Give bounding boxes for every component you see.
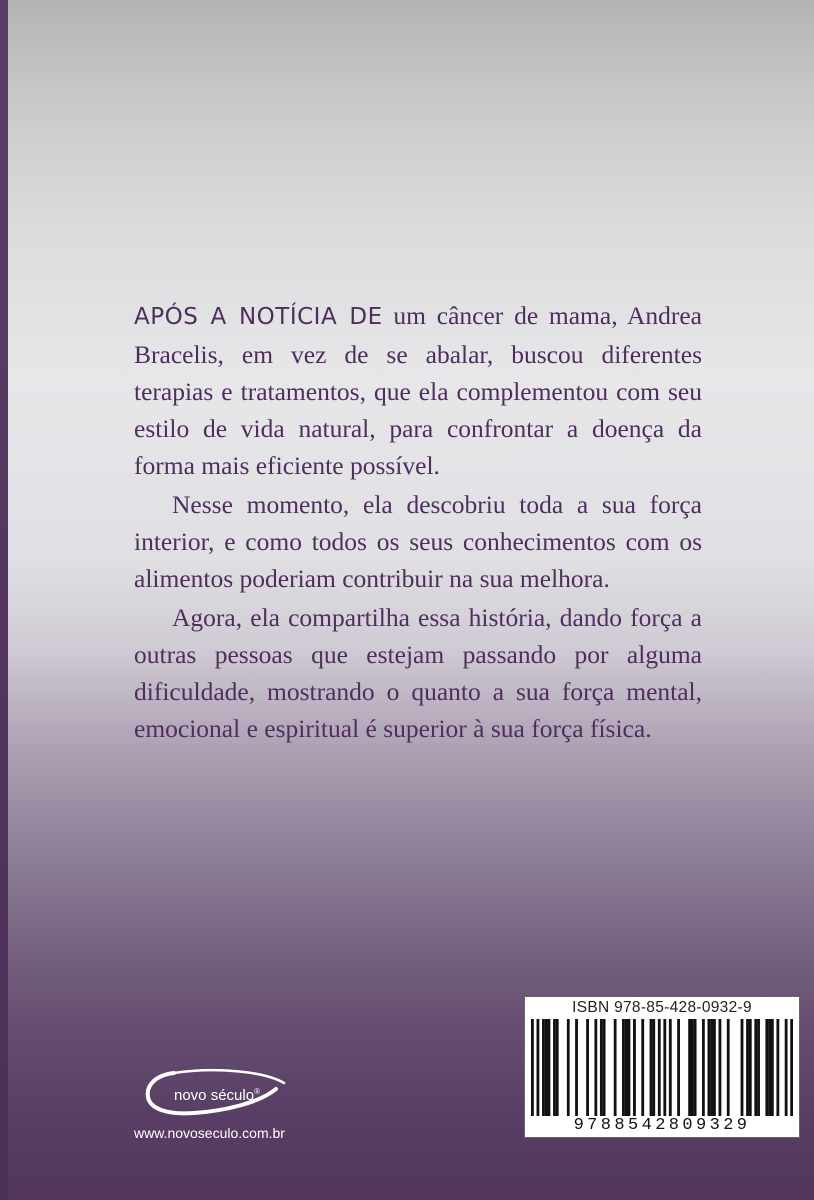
- publisher-name: novo século®: [174, 1087, 260, 1104]
- synopsis-paragraph-1-text: um câncer de mama, Andrea Bracelis, em vez de se abalar, buscou diferentes terapias e tratamentos, que ela complementou com seu estilo de vida natural, para confrontar a doença da forma mais eficiente possível.: [134, 301, 703, 480]
- publisher-logo: [134, 1065, 334, 1157]
- isbn-number: ISBN 978-85-428-0932-9: [572, 999, 752, 1016]
- publisher-website: www.novoseculo.com.br: [134, 1125, 285, 1141]
- ean-digits: 9788542809329: [529, 1116, 795, 1135]
- synopsis: [134, 297, 702, 747]
- barcode: [524, 996, 800, 1138]
- synopsis-lead-in: APÓS A NOTÍCIA DE: [134, 304, 383, 330]
- registered-mark: ®: [254, 1087, 260, 1096]
- synopsis-paragraph-3: Agora, ela compartilha essa história, dando força a outras pessoas que estejam passando por alguma dificuldade, mostrando o quanto a sua força mental, emocional e espiritual é superior à sua força física.: [134, 603, 702, 743]
- spine-edge: [0, 0, 8, 1200]
- synopsis-paragraph-2: Nesse momento, ela descobriu toda a sua força interior, e como todos os seus conhecimentos com os alimentos poderiam contribuir na sua melhora.: [134, 490, 702, 593]
- synopsis-paragraph-1: [134, 297, 702, 484]
